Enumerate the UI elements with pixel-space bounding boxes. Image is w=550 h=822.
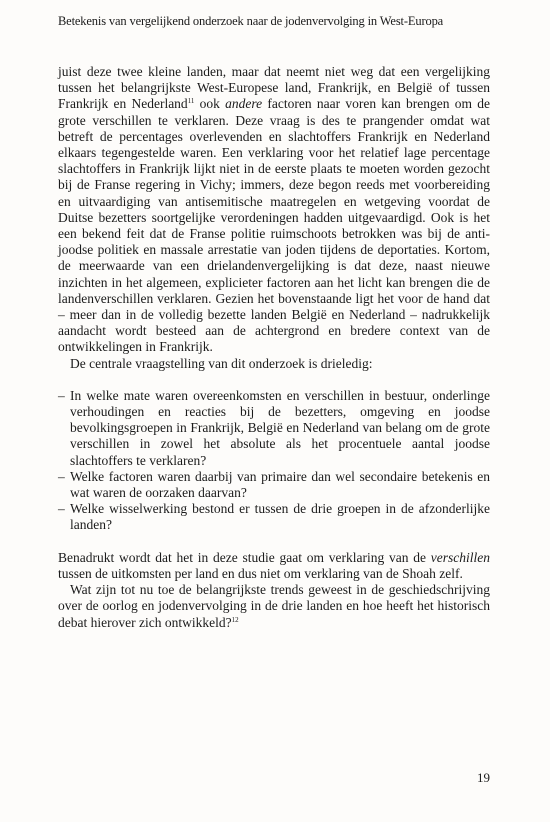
list-item-text: Welke wisselwerking bestond er tussen de drie groepen in de afzonderlijke landen? (70, 501, 490, 533)
spacer (58, 372, 490, 388)
emphasized-word: andere (225, 96, 263, 112)
paragraph-historiography (58, 582, 490, 631)
paragraph-context (58, 64, 490, 356)
spacer (58, 534, 490, 550)
paragraph-scope (58, 550, 490, 582)
research-questions-list (58, 388, 490, 534)
footnote-marker: 12 (231, 615, 239, 624)
emphasized-word: verschillen (430, 549, 490, 565)
page-number: 19 (477, 770, 490, 785)
paragraph-question-intro: De centrale vraagstelling van dit onderzoek is drieledig: (70, 355, 373, 371)
paragraph-text: Wat zijn tot nu toe de belangrijkste trends geweest in de geschiedschrijving over de oorlog en jodenvervolging in de drie landen en hoe heeft het historisch debat hierover zich ontwikkeld? (58, 582, 490, 630)
list-dash: – (58, 468, 65, 484)
running-header: Betekenis van vergelijkend onderzoek naar de jodenvervolging in West-Europa (58, 14, 444, 28)
paragraph-text: juist deze twee kleine landen, maar dat neemt niet weg dat een vergelijking tussen het belangrijkste West-Europese land, Frankrijk, en België of tussen Frankrijk en Nederland (58, 64, 490, 112)
list-dash: – (58, 387, 65, 403)
list-item (58, 469, 490, 501)
paragraph-text: factoren naar voren kan brengen om de grote verschillen te verklaren. Deze vraag is des te prangender omdat wat betreft de percentages overlevenden en slachtoffers Frankrijk en Nederland elkaars tegengestelde waren. Een verklaring voor het relatief lage percentage slachtoffers in Frankrijk lijkt niet in de eerste plaats te moeten worden gezocht bij de Franse regering in Vichy; immers, deze begon reeds met voorbereiding en uitvaardiging van antisemitische maatregelen en wetgeving voordat de Duitse bezetters soortgelijke verordeningen hadden uitgevaardigd. Ook is het een bekend feit dat de Franse politie ruimschoots betrokken was bij de anti-joodse politiek en massale arrestatie van joden tijdens de deportaties. Kortom, de meerwaarde van een drielandenvergelijking is dat deze, naast nieuwe inzichten in het algemeen, explicieter factoren aan het licht kan brengen die de landenverschillen verklaren. Gezien het bovenstaande ligt het voor de hand dat – meer dan in de volledig bezette landen België en Nederland – nadrukkelijk aandacht wordt besteed aan de achtergrond en bredere context van de ontwikkelingen in Frankrijk. (58, 96, 490, 355)
footnote-marker: 11 (187, 97, 195, 106)
paragraph-text: Benadrukt wordt dat het in deze studie gaat om verklaring van de (58, 549, 431, 565)
list-dash: – (58, 501, 65, 517)
list-item-text: In welke mate waren overeenkomsten en verschillen in bestuur, onderlinge verhoudingen en reacties bij de bezetters, omgeving en joodse bevolkingsgroepen in Frankrijk, België en Nederland van belang om de grote verschillen in zowel het absolute als het procentuele aantal joodse slachtoffers te verklaren? (70, 387, 490, 468)
list-item-text: Welke factoren waren daarbij van primaire dan wel secondaire betekenis en wat waren de oorzaken daarvan? (70, 468, 490, 501)
list-item (58, 388, 490, 469)
body-text (58, 64, 490, 631)
list-item (58, 501, 490, 533)
paragraph-text: tussen de uitkomsten per land en dus niet om verklaring van de Shoah zelf. (58, 565, 463, 581)
paragraph-text: ook (194, 96, 226, 112)
